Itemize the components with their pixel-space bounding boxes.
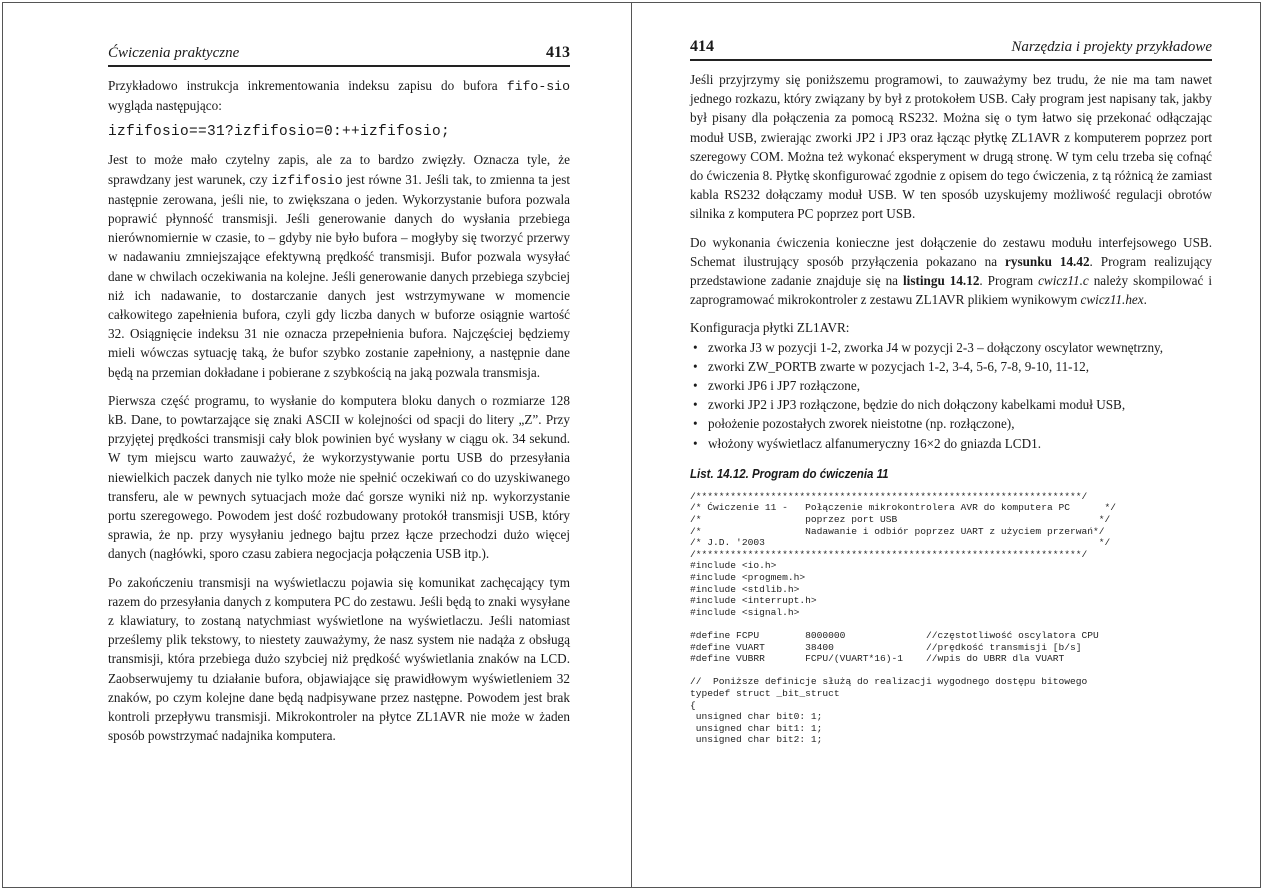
- hex-filename: cwicz11.hex: [1080, 292, 1144, 308]
- right-page: [690, 38, 1212, 746]
- code-listing: /*******************************************************************/ /* Ćwiczenie 11 - Połączenie mikrokontrolera AVR do komputera PC */ /* poprzez port USB */ /* Nadawanie i odbiór poprzez UART z użyciem przerwań*/ /* J.D. '2003 */ /*******************************************************************/ #include <io.h> #include <progmem.h> #include <stdlib.h> #include <interrupt.h> #include <signal.h> #define FCPU 8000000 //częstotliwość oscylatora CPU #define VUART 38400 //prędkość transmisji [b/s] #define VUBRR FCPU/(VUART*16)-1 //wpis do UBRR dla VUART // Poniższe definicje służą do realizacji wygodnego dostępu bitowego typedef struct _bit_struct { unsigned char bit0: 1; unsigned char bit1: 1; unsigned char bit2: 1;: [690, 490, 1117, 746]
- code-line-increment: izfifosio==31?izfifosio=0:++izfifosio;: [108, 124, 451, 141]
- source-filename: cwicz11.c: [1038, 273, 1089, 289]
- right-paragraph-2: Do wykonania ćwiczenia konieczne jest dołączenie do zestawu modułu interfejsowego USB. Schemat ilustrujący sposób przyłączenia pokazano na rysunku 14.42. Program realizujący przedstawione zadanie znajduje się na listingu 14.12. Program cwicz11.c należy skompilować i zaprogramować mikrokontroler z zestawu ZL1AVR plikiem wynikowym cwicz11.hex.: [690, 234, 1213, 308]
- left-page-number: 413: [546, 44, 570, 61]
- bullet-icon: •: [693, 339, 698, 355]
- left-paragraph-3: Pierwsza część programu, to wysłanie do komputera bloku danych o rozmiarze 128 kB. Dane, to powtarzające się znaki ASCII w kolejności od spacji do litery „Z”. Przy przyjętej prędkości transmisji cały blok powinien być wysłany w ciągu ok. 34 sekund. W tym miejscu warto zauważyć, że wykorzystywanie portu USB do przesyłania niewielkich paczek danych nie tylko może nie spełnić oczekiwań co do uzyskiwanego transferu, ale w pewnych sytuacjach może dać gorsze wyniki niż np. wykorzystanie portu szeregowego. Powodem jest dość rozbudowany protokół transmisji USB, który sprawia, że np. przy wysyłaniu jednego bajtu przez łącze przechodzi dużo więcej danych (nagłówki, sporo czasu zabiera negocjacja połączenia USB itp.).: [108, 392, 570, 562]
- left-paragraph-4: Po zakończeniu transmisji na wyświetlaczu pojawia się komunikat zachęcający tym razem do przesyłania danych z komputera PC do zestawu. Jeśli będą to znaki wysyłane z klawiatury, to zostaną natychmiast wyświetlone na wyświetlaczu. Jeśli natomiast prześlemy plik tekstowy, to niestety zauważymy, że nasz system nie nadąża z obsługą transmisji, która przebiega dużo szybciej niż prędkość wyświetlania znaków na LCD. Zaobserwujemy tu działanie bufora, objawiające się prawidłowym wyświetleniem 32 znaków, po czym kolejne dane będą nadpisywane przez następne. Powodem jest brak kontroli przepływu transmisji. Mikrokontroler na płytce ZL1AVR nie może w żaden sposób powstrzymać nadajnika komputera.: [108, 574, 570, 744]
- bullet-icon: •: [693, 358, 698, 374]
- list-item: • zworka J3 w pozycji 1-2, zworka J4 w pozycji 2-3 – dołączony oscylator wewnętrzny,: [690, 338, 1212, 357]
- inline-code-fifosio: fifo-sio: [506, 79, 570, 94]
- listing-reference: listingu 14.12: [903, 273, 980, 289]
- list-item: • położenie pozostałych zworek nieistotne (np. rozłączone),: [690, 414, 1212, 433]
- inline-code-izfifosio: izfifosio: [271, 172, 343, 188]
- right-paragraph-1: Jeśli przyjrzymy się poniższemu programowi, to zauważymy bez trudu, że nie ma tam nawet jednego rozkazu, który związany by był z protokołem USB. Cały program jest napisany tak, jakby był pisany dla połączenia za pomocą RS232. Można się o tym łatwo się przekonać odłączając moduł USB, zwierając zworki JP2 i JP3 oraz łącząc płytkę ZL1AVR z komputerem poprzez port szeregowy COM. Można też wykonać eksperyment w drugą stronę. W tym celu trzeba się cofnąć do ćwiczenia 8. Płytkę skonfigurować zgodnie z opisem do tego ćwiczenia, z tą różnicą że zamiast kabla RS232 dołączamy moduł USB. W ten sposób uzyskujemy możliwość regulacji obrotów silnika z komputera PC poprzez port USB.: [690, 72, 1212, 222]
- right-header-title: Narzędzia i projekty przykładowe: [1011, 39, 1212, 55]
- figure-reference: rysunku 14.42: [1005, 253, 1090, 269]
- bullet-icon: •: [693, 416, 698, 432]
- right-page-header: [690, 38, 1212, 61]
- bullet-icon: •: [693, 378, 698, 394]
- left-page: [108, 44, 570, 755]
- list-item: • zworki JP2 i JP3 rozłączone, będzie do nich dołączony kabelkami moduł USB,: [690, 395, 1212, 414]
- left-paragraph-1: Przykładowo instrukcja inkrementowania indeksu zapisu do bufora fifo-sio wygląda następująco:: [108, 78, 570, 114]
- list-item: • włożony wyświetlacz alfanumeryczny 16×2 do gniazda LCD1.: [690, 434, 1212, 453]
- listing-title: List. 14.12. Program do ćwiczenia 11: [690, 466, 889, 481]
- bullet-icon: •: [693, 397, 698, 413]
- left-page-header: [108, 44, 570, 67]
- bullet-icon: •: [693, 435, 698, 451]
- config-list: [690, 338, 1212, 453]
- left-header-title: Ćwiczenia praktyczne: [108, 45, 240, 61]
- right-page-number: 414: [690, 38, 714, 55]
- left-paragraph-2: Jest to może mało czytelny zapis, ale za to bardzo zwięzły. Oznacza tyle, że sprawdzany jest warunek, czy izfifosio jest równe 31. Jeśli tak, to zmienna ta jest następnie zerowana, jeśli nie, to zwiększana o jeden. Wykorzystanie bufora pozwala poprawić płynność transmisji. Jeśli generowanie danych do wysłania przebiega nierównomiernie w czasie, to – gdyby nie było bufora – mogłyby się tworzyć przerwy w nadawaniu zmniejszające efektywną prędkość transmisji. Bufor pozwala wysyłać dane w chwilach oczekiwania na kolejne. Jeśli generowanie danych przebiega szybciej niż ich nadawanie, to dostarczanie danych jest wstrzymywane w momencie całkowitego zapełnienia bufora, czyli gdy liczba danych w buforze osiągnie wartość 32. Osiągnięcie indeksu 31 nie oznacza przepełnienia bufora. Najczęściej będziemy mieli wówczas sytuację taką, że bufor szybko zostanie zapełniony, a następnie dane będą na przemian dokładane i pobierane z szybkością na jaką pozwala transmisja.: [108, 152, 570, 380]
- config-title: Konfiguracja płytki ZL1AVR:: [690, 320, 850, 336]
- list-item: • zworki JP6 i JP7 rozłączone,: [690, 376, 1212, 395]
- list-item: • zworki ZW_PORTB zwarte w pozycjach 1-2, 3-4, 5-6, 7-8, 9-10, 11-12,: [690, 357, 1212, 376]
